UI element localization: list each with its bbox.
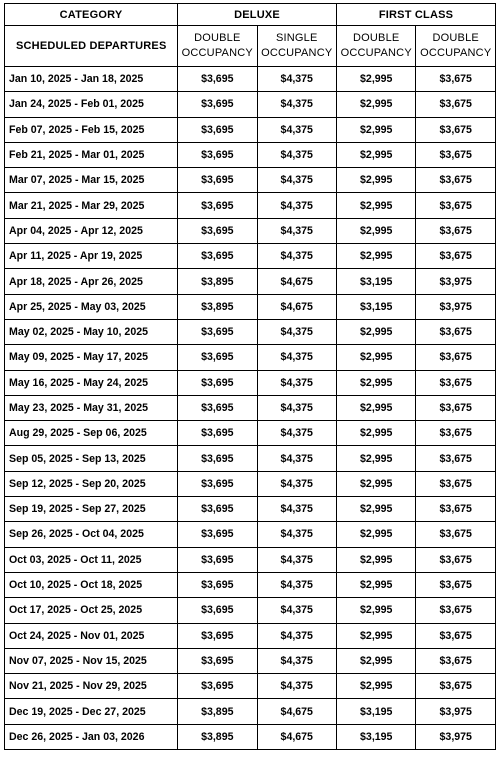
deluxe-double-price-cell: $3,895 bbox=[178, 724, 257, 749]
deluxe-single-price-cell: $4,675 bbox=[257, 724, 336, 749]
first-class-double-price-cell-a: $2,995 bbox=[337, 674, 416, 699]
first-class-double-price-cell-b: $3,675 bbox=[416, 648, 496, 673]
first-class-header: FIRST CLASS bbox=[337, 4, 496, 26]
table-row bbox=[5, 370, 496, 395]
departure-dates-cell: Oct 03, 2025 - Oct 11, 2025 bbox=[5, 547, 178, 572]
occupancy-line-1: DOUBLE bbox=[432, 32, 479, 44]
deluxe-single-price-cell: $4,375 bbox=[257, 674, 336, 699]
first-class-double-price-cell-a: $2,995 bbox=[337, 92, 416, 117]
deluxe-single-price-cell: $4,375 bbox=[257, 92, 336, 117]
first-class-double-price-cell-a: $2,995 bbox=[337, 446, 416, 471]
departure-dates-cell: Jan 24, 2025 - Feb 01, 2025 bbox=[5, 92, 178, 117]
deluxe-single-price-cell: $4,375 bbox=[257, 623, 336, 648]
first-class-double-price-cell-a: $3,195 bbox=[337, 699, 416, 724]
deluxe-single-price-cell: $4,375 bbox=[257, 117, 336, 142]
departure-dates-cell: Sep 26, 2025 - Oct 04, 2025 bbox=[5, 522, 178, 547]
table-row bbox=[5, 92, 496, 117]
occupancy-line-2: OCCUPANCY bbox=[261, 47, 333, 59]
deluxe-single-price-cell: $4,375 bbox=[257, 319, 336, 344]
deluxe-double-price-cell: $3,695 bbox=[178, 471, 257, 496]
deluxe-double-price-cell: $3,695 bbox=[178, 522, 257, 547]
first-class-double-price-cell-a: $2,995 bbox=[337, 168, 416, 193]
deluxe-single-price-cell: $4,375 bbox=[257, 471, 336, 496]
first-class-double-price-cell-b: $3,675 bbox=[416, 497, 496, 522]
departure-dates-cell: Sep 12, 2025 - Sep 20, 2025 bbox=[5, 471, 178, 496]
deluxe-double-price-cell: $3,695 bbox=[178, 319, 257, 344]
table-row bbox=[5, 471, 496, 496]
first-class-double-price-cell-b: $3,975 bbox=[416, 294, 496, 319]
departure-dates-cell: Apr 25, 2025 - May 03, 2025 bbox=[5, 294, 178, 319]
deluxe-double-price-cell: $3,695 bbox=[178, 117, 257, 142]
departure-dates-cell: Dec 26, 2025 - Jan 03, 2026 bbox=[5, 724, 178, 749]
deluxe-double-price-cell: $3,695 bbox=[178, 345, 257, 370]
departure-dates-cell: Dec 19, 2025 - Dec 27, 2025 bbox=[5, 699, 178, 724]
deluxe-double-price-cell: $3,695 bbox=[178, 395, 257, 420]
first-class-double-price-cell-b: $3,675 bbox=[416, 117, 496, 142]
deluxe-single-price-cell: $4,375 bbox=[257, 572, 336, 597]
first-class-double-price-cell-b: $3,675 bbox=[416, 598, 496, 623]
deluxe-double-price-cell: $3,695 bbox=[178, 168, 257, 193]
first-class-double-price-cell-a: $2,995 bbox=[337, 572, 416, 597]
first-class-double-price-cell-a: $2,995 bbox=[337, 345, 416, 370]
deluxe-double-price-cell: $3,695 bbox=[178, 598, 257, 623]
deluxe-double-price-cell: $3,695 bbox=[178, 218, 257, 243]
deluxe-double-price-cell: $3,695 bbox=[178, 446, 257, 471]
first-class-double-price-cell-b: $3,975 bbox=[416, 699, 496, 724]
header-row-occupancy bbox=[5, 26, 496, 67]
first-class-double-price-cell-a: $2,995 bbox=[337, 623, 416, 648]
departure-dates-cell: Sep 19, 2025 - Sep 27, 2025 bbox=[5, 497, 178, 522]
table-body bbox=[5, 67, 496, 750]
first-class-double-price-cell-b: $3,675 bbox=[416, 471, 496, 496]
first-class-double-price-cell-a: $3,195 bbox=[337, 269, 416, 294]
table-row bbox=[5, 446, 496, 471]
first-class-double-price-cell-b: $3,675 bbox=[416, 547, 496, 572]
first-class-double-price-cell-b: $3,675 bbox=[416, 674, 496, 699]
deluxe-single-price-cell: $4,375 bbox=[257, 446, 336, 471]
table-row bbox=[5, 117, 496, 142]
deluxe-double-price-cell: $3,695 bbox=[178, 92, 257, 117]
departure-dates-cell: May 09, 2025 - May 17, 2025 bbox=[5, 345, 178, 370]
deluxe-single-price-cell: $4,375 bbox=[257, 497, 336, 522]
first-class-double-price-cell-a: $2,995 bbox=[337, 142, 416, 167]
first-class-double-price-cell-a: $2,995 bbox=[337, 598, 416, 623]
departure-dates-cell: Sep 05, 2025 - Sep 13, 2025 bbox=[5, 446, 178, 471]
first-class-double-price-cell-b: $3,675 bbox=[416, 623, 496, 648]
first-class-double-price-cell-a: $2,995 bbox=[337, 193, 416, 218]
deluxe-single-price-cell: $4,375 bbox=[257, 648, 336, 673]
table-row bbox=[5, 724, 496, 749]
table-row bbox=[5, 674, 496, 699]
first-class-double-price-cell-a: $2,995 bbox=[337, 395, 416, 420]
deluxe-double-price-cell: $3,695 bbox=[178, 244, 257, 269]
deluxe-double-price-cell: $3,695 bbox=[178, 497, 257, 522]
deluxe-single-price-cell: $4,375 bbox=[257, 547, 336, 572]
deluxe-double-price-cell: $3,695 bbox=[178, 648, 257, 673]
table-row bbox=[5, 218, 496, 243]
first-class-double-occupancy-header-b bbox=[416, 26, 496, 67]
table-row bbox=[5, 269, 496, 294]
departure-dates-cell: Apr 18, 2025 - Apr 26, 2025 bbox=[5, 269, 178, 294]
first-class-double-price-cell-a: $3,195 bbox=[337, 294, 416, 319]
departure-pricing-table bbox=[4, 3, 496, 750]
first-class-double-price-cell-b: $3,675 bbox=[416, 92, 496, 117]
table-row bbox=[5, 193, 496, 218]
first-class-double-price-cell-b: $3,675 bbox=[416, 522, 496, 547]
first-class-double-price-cell-a: $2,995 bbox=[337, 117, 416, 142]
table-row bbox=[5, 598, 496, 623]
first-class-double-price-cell-a: $2,995 bbox=[337, 648, 416, 673]
first-class-double-price-cell-a: $2,995 bbox=[337, 471, 416, 496]
first-class-double-price-cell-b: $3,975 bbox=[416, 269, 496, 294]
deluxe-single-price-cell: $4,375 bbox=[257, 142, 336, 167]
deluxe-single-price-cell: $4,675 bbox=[257, 699, 336, 724]
table-row bbox=[5, 319, 496, 344]
first-class-double-price-cell-a: $2,995 bbox=[337, 497, 416, 522]
deluxe-double-price-cell: $3,895 bbox=[178, 294, 257, 319]
table-row bbox=[5, 67, 496, 92]
deluxe-header: DELUXE bbox=[178, 4, 337, 26]
departure-dates-cell: Oct 17, 2025 - Oct 25, 2025 bbox=[5, 598, 178, 623]
table-row bbox=[5, 497, 496, 522]
deluxe-double-price-cell: $3,695 bbox=[178, 67, 257, 92]
deluxe-single-occupancy-header bbox=[257, 26, 336, 67]
first-class-double-price-cell-b: $3,675 bbox=[416, 446, 496, 471]
occupancy-line-1: DOUBLE bbox=[194, 32, 241, 44]
first-class-double-price-cell-a: $2,995 bbox=[337, 547, 416, 572]
departure-dates-cell: May 16, 2025 - May 24, 2025 bbox=[5, 370, 178, 395]
deluxe-double-price-cell: $3,695 bbox=[178, 572, 257, 597]
table-row bbox=[5, 522, 496, 547]
departure-dates-cell: Mar 07, 2025 - Mar 15, 2025 bbox=[5, 168, 178, 193]
first-class-double-price-cell-b: $3,675 bbox=[416, 142, 496, 167]
table-row bbox=[5, 244, 496, 269]
first-class-double-price-cell-a: $2,995 bbox=[337, 67, 416, 92]
deluxe-double-price-cell: $3,695 bbox=[178, 547, 257, 572]
deluxe-double-price-cell: $3,695 bbox=[178, 674, 257, 699]
deluxe-double-price-cell: $3,895 bbox=[178, 699, 257, 724]
scheduled-departures-header: SCHEDULED DEPARTURES bbox=[5, 26, 178, 67]
first-class-double-price-cell-b: $3,975 bbox=[416, 724, 496, 749]
table-row bbox=[5, 142, 496, 167]
departure-dates-cell: Feb 21, 2025 - Mar 01, 2025 bbox=[5, 142, 178, 167]
first-class-double-occupancy-header-a bbox=[337, 26, 416, 67]
departure-dates-cell: Oct 24, 2025 - Nov 01, 2025 bbox=[5, 623, 178, 648]
departure-dates-cell: Apr 04, 2025 - Apr 12, 2025 bbox=[5, 218, 178, 243]
deluxe-single-price-cell: $4,375 bbox=[257, 370, 336, 395]
departure-dates-cell: Mar 21, 2025 - Mar 29, 2025 bbox=[5, 193, 178, 218]
departure-dates-cell: May 02, 2025 - May 10, 2025 bbox=[5, 319, 178, 344]
occupancy-line-2: OCCUPANCY bbox=[181, 47, 253, 59]
deluxe-single-price-cell: $4,375 bbox=[257, 421, 336, 446]
deluxe-single-price-cell: $4,375 bbox=[257, 193, 336, 218]
deluxe-single-price-cell: $4,375 bbox=[257, 168, 336, 193]
table-row bbox=[5, 168, 496, 193]
first-class-double-price-cell-b: $3,675 bbox=[416, 572, 496, 597]
first-class-double-price-cell-b: $3,675 bbox=[416, 421, 496, 446]
departure-dates-cell: Apr 11, 2025 - Apr 19, 2025 bbox=[5, 244, 178, 269]
table-row bbox=[5, 699, 496, 724]
deluxe-single-price-cell: $4,375 bbox=[257, 598, 336, 623]
table-row bbox=[5, 395, 496, 420]
first-class-double-price-cell-a: $2,995 bbox=[337, 370, 416, 395]
deluxe-double-price-cell: $3,695 bbox=[178, 421, 257, 446]
first-class-double-price-cell-b: $3,675 bbox=[416, 395, 496, 420]
deluxe-double-price-cell: $3,695 bbox=[178, 142, 257, 167]
first-class-double-price-cell-b: $3,675 bbox=[416, 370, 496, 395]
deluxe-double-price-cell: $3,695 bbox=[178, 370, 257, 395]
first-class-double-price-cell-a: $2,995 bbox=[337, 522, 416, 547]
deluxe-single-price-cell: $4,375 bbox=[257, 345, 336, 370]
deluxe-double-price-cell: $3,695 bbox=[178, 623, 257, 648]
departure-dates-cell: Jan 10, 2025 - Jan 18, 2025 bbox=[5, 67, 178, 92]
occupancy-line-2: OCCUPANCY bbox=[340, 47, 412, 59]
deluxe-single-price-cell: $4,375 bbox=[257, 67, 336, 92]
deluxe-single-price-cell: $4,675 bbox=[257, 294, 336, 319]
first-class-double-price-cell-b: $3,675 bbox=[416, 345, 496, 370]
departure-dates-cell: Feb 07, 2025 - Feb 15, 2025 bbox=[5, 117, 178, 142]
first-class-double-price-cell-b: $3,675 bbox=[416, 193, 496, 218]
table-row bbox=[5, 648, 496, 673]
departure-dates-cell: Aug 29, 2025 - Sep 06, 2025 bbox=[5, 421, 178, 446]
deluxe-double-price-cell: $3,695 bbox=[178, 193, 257, 218]
first-class-double-price-cell-a: $2,995 bbox=[337, 218, 416, 243]
first-class-double-price-cell-a: $2,995 bbox=[337, 319, 416, 344]
first-class-double-price-cell-b: $3,675 bbox=[416, 244, 496, 269]
table-row bbox=[5, 572, 496, 597]
table-row bbox=[5, 294, 496, 319]
first-class-double-price-cell-a: $2,995 bbox=[337, 421, 416, 446]
category-header: CATEGORY bbox=[5, 4, 178, 26]
first-class-double-price-cell-b: $3,675 bbox=[416, 218, 496, 243]
occupancy-line-1: DOUBLE bbox=[353, 32, 400, 44]
first-class-double-price-cell-a: $3,195 bbox=[337, 724, 416, 749]
header-row-category bbox=[5, 4, 496, 26]
departure-dates-cell: May 23, 2025 - May 31, 2025 bbox=[5, 395, 178, 420]
deluxe-single-price-cell: $4,375 bbox=[257, 218, 336, 243]
departure-dates-cell: Nov 21, 2025 - Nov 29, 2025 bbox=[5, 674, 178, 699]
first-class-double-price-cell-b: $3,675 bbox=[416, 67, 496, 92]
table-row bbox=[5, 421, 496, 446]
deluxe-double-price-cell: $3,895 bbox=[178, 269, 257, 294]
first-class-double-price-cell-a: $2,995 bbox=[337, 244, 416, 269]
deluxe-single-price-cell: $4,375 bbox=[257, 522, 336, 547]
table-row bbox=[5, 547, 496, 572]
first-class-double-price-cell-b: $3,675 bbox=[416, 168, 496, 193]
deluxe-double-occupancy-header bbox=[178, 26, 257, 67]
table-row bbox=[5, 623, 496, 648]
departure-dates-cell: Oct 10, 2025 - Oct 18, 2025 bbox=[5, 572, 178, 597]
occupancy-line-1: SINGLE bbox=[275, 32, 318, 44]
first-class-double-price-cell-b: $3,675 bbox=[416, 319, 496, 344]
occupancy-line-2: OCCUPANCY bbox=[420, 47, 492, 59]
table-row bbox=[5, 345, 496, 370]
deluxe-single-price-cell: $4,675 bbox=[257, 269, 336, 294]
deluxe-single-price-cell: $4,375 bbox=[257, 395, 336, 420]
deluxe-single-price-cell: $4,375 bbox=[257, 244, 336, 269]
departure-dates-cell: Nov 07, 2025 - Nov 15, 2025 bbox=[5, 648, 178, 673]
